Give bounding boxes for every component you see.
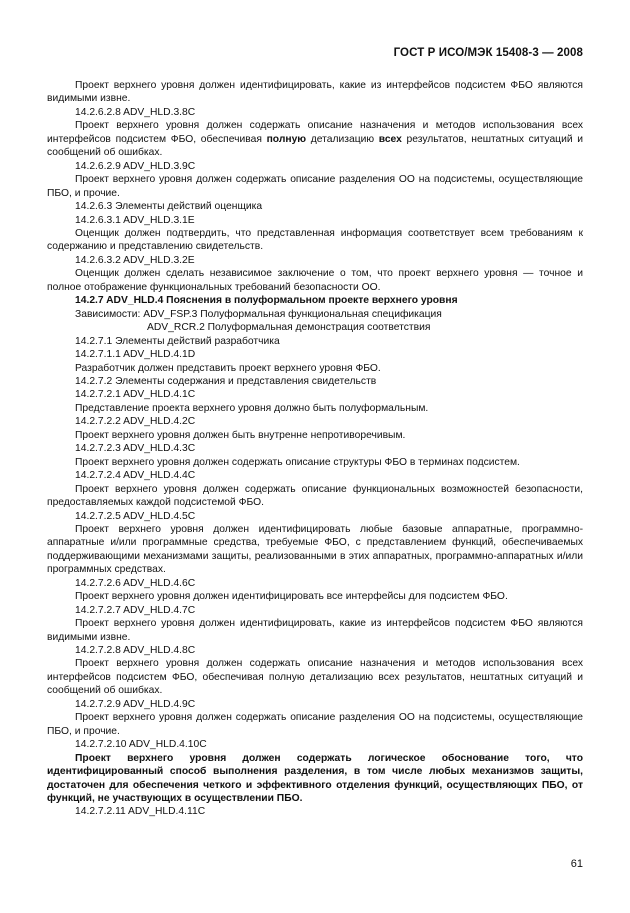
clause-number: 14.2.6.3.1 ADV_HLD.3.1E (75, 214, 195, 226)
clause-number: 14.2.7.2.4 ADV_HLD.4.4C (75, 470, 196, 482)
page-number: 61 (570, 858, 583, 870)
paragraph: Проект верхнего уровня должен идентифицировать, какие из интерфейсов подсистем ФБО являются видимыми извне. (47, 80, 583, 105)
paragraph: Проект верхнего уровня должен быть внутренне непротиворечивым. (75, 429, 406, 441)
paragraph: Разработчик должен представить проект верхнего уровня ФБО. (75, 362, 381, 374)
paragraph: Проект верхнего уровня должен идентифицировать все интерфейсы для подсистем ФБО. (75, 591, 508, 603)
paragraph: Проект верхнего уровня должен содержать описание назначения и методов использования всех интерфейсов подсистем ФБО, обеспечивая полную детализацию всех результатов, нештатных ситуаций и сообщений об ошибках. (47, 658, 583, 697)
paragraph: Представление проекта верхнего уровня должно быть полуформальным. (75, 402, 429, 414)
dependencies-line: ADV_RCR.2 Полуформальная демонстрация соответствия (147, 322, 431, 334)
clause-number: 14.2.6.3.2 ADV_HLD.3.2E (75, 254, 195, 266)
text-run: результатов, нештатных ситуаций и сообщений об ошибках. (47, 133, 583, 159)
paragraph: Проект верхнего уровня должен содержать описание разделения ОО на подсистемы, осуществляющие ПБО, и прочие. (47, 174, 583, 199)
paragraph: Проект верхнего уровня должен содержать описание разделения ОО на подсистемы, осуществляющие ПБО, и прочие. (47, 712, 583, 737)
text-run: детализацию (306, 133, 379, 145)
clause-number: 14.2.7.2.5 ADV_HLD.4.5C (75, 510, 196, 522)
section-heading: 14.2.7 ADV_HLD.4 Пояснения в полуформальном проекте верхнего уровня (75, 295, 458, 307)
dependencies-line: Зависимости: ADV_FSP.3 Полуформальная функциональная спецификация (75, 308, 442, 320)
paragraph: Проект верхнего уровня должен содержать описание структуры ФБО в терминах подсистем. (75, 456, 520, 468)
text-run: Проект верхнего уровня должен содержать описание назначения и методов использования всех интерфейсов подсистем ФБО, обеспечивая (47, 120, 583, 145)
clause-number: 14.2.7.2.7 ADV_HLD.4.7C (75, 604, 196, 616)
clause-heading: 14.2.7.2 Элементы содержания и представления свидетельств (75, 375, 377, 387)
clause-number: 14.2.7.2.10 ADV_HLD.4.10C (75, 739, 207, 751)
clause-number: 14.2.7.2.8 ADV_HLD.4.8C (75, 645, 196, 657)
clause-number: 14.2.7.2.6 ADV_HLD.4.6C (75, 577, 196, 589)
paragraph: Проект верхнего уровня должен содержать описание функциональных возможностей безопасности, предоставляемых каждой подсистемой ФБО. (47, 483, 583, 509)
paragraph-bold: Проект верхнего уровня должен содержать логическое обоснование того, что идентифицированный способ выполнения разделения, в том числе любых механизмов защиты, достаточен для обеспечения четкого и эффективного отделения функций, осуществляющих ПБО, от функций, не участвующих в осуществлении ПБО. (47, 752, 583, 805)
page-header: ГОСТ Р ИСО/МЭК 15408-3 — 2008 (393, 47, 583, 59)
clause-number: 14.2.7.2.9 ADV_HLD.4.9C (75, 698, 196, 710)
clause-number: 14.2.7.2.3 ADV_HLD.4.3C (75, 443, 196, 455)
paragraph: Проект верхнего уровня должен идентифицировать любые базовые аппаратные, программно-аппаратные и/или программные средства, требуемые ФБО, с представлением функций, обеспечиваемых поддерживающими механизмами защиты, реализованными в этих аппаратных, программно-аппаратных и/или программных средствах. (47, 523, 583, 576)
clause-number: 14.2.7.2.1 ADV_HLD.4.1C (75, 389, 196, 401)
clause-number: 14.2.7.2.2 ADV_HLD.4.2C (75, 416, 196, 428)
emphasis: всех (378, 133, 402, 145)
clause-number: 14.2.6.2.9 ADV_HLD.3.9C (75, 160, 196, 172)
clause-heading: 14.2.6.3 Элементы действий оценщика (75, 201, 263, 213)
paragraph: Оценщик должен сделать независимое заключение о том, что проект верхнего уровня — точное и полное отображение функциональных требований безопасности ОО. (47, 268, 583, 293)
paragraph (47, 119, 583, 159)
clause-number: 14.2.7.2.11 ADV_HLD.4.11C (75, 806, 206, 818)
paragraph: Проект верхнего уровня должен идентифицировать, какие из интерфейсов подсистем ФБО являются видимыми извне. (47, 618, 583, 643)
emphasis: полную (266, 133, 307, 145)
clause-number: 14.2.7.1.1 ADV_HLD.4.1D (75, 349, 196, 361)
document-body (47, 79, 583, 819)
clause-number: 14.2.6.2.8 ADV_HLD.3.8C (75, 106, 196, 118)
paragraph: Оценщик должен подтвердить, что представленная информация соответствует всем требованиям к содержанию и представлению свидетельств. (47, 227, 583, 253)
clause-heading: 14.2.7.1 Элементы действий разработчика (75, 335, 280, 347)
